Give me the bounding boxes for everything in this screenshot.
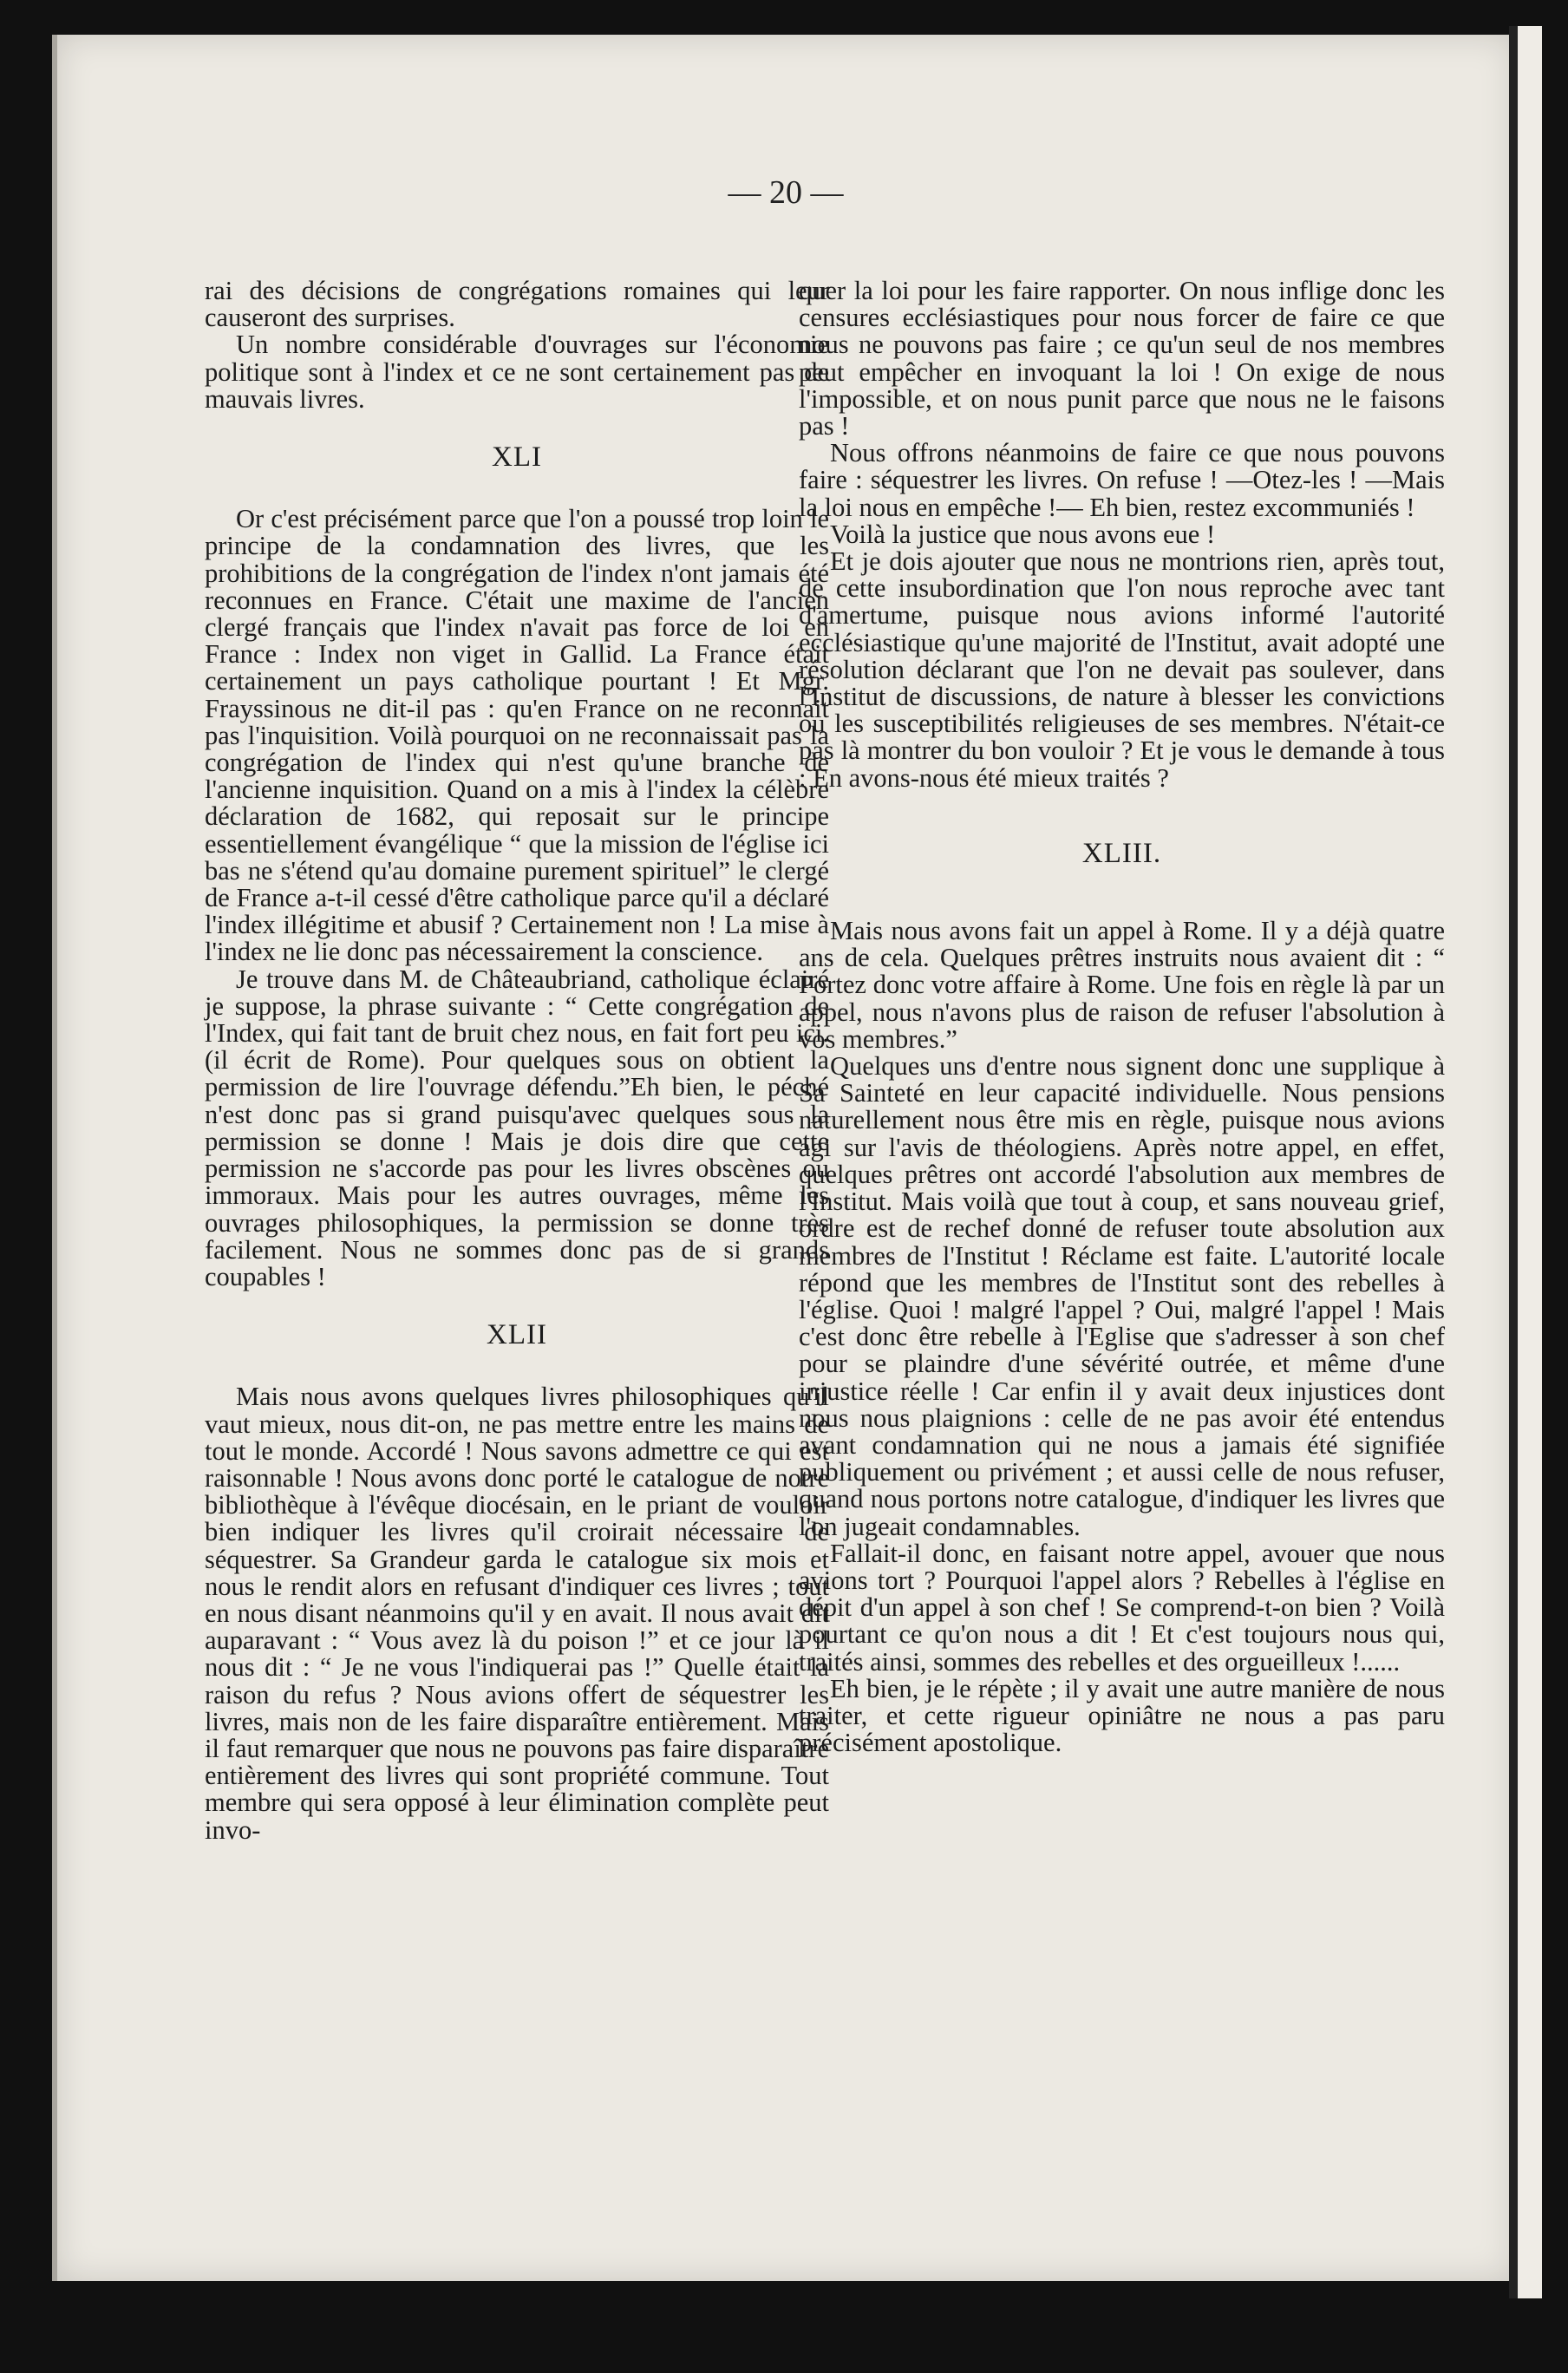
paragraph: Et je dois ajouter que nous ne montrions rien, après tout, de cette insubordination que l'on nous reproche avec tant d'amertume, puisque nous avions informé l'autorité ecclésiastique qu'une majorité de l'Institut, avait adopté une résolution déclarant que l'on ne devait pas soulever, dans l'Institut de discussions, de nature à blesser les convictions ou les susceptibilités religieuses de ses membres. N'était-ce pas là montrer du bon vouloir ? Et je vous le demande à tous : En avons-nous été mieux traités ? xyxy=(799,546,1445,793)
paragraph: Eh bien, je le répète ; il y avait une autre manière de nous traiter, et cette rigueur opiniâtre ne nous a pas paru précisément apostolique. xyxy=(799,1673,1445,1758)
document-page xyxy=(52,35,1514,2281)
section-heading-xliii: XLIII. xyxy=(1081,837,1162,869)
page-number: — 20 — xyxy=(728,174,844,211)
paragraph: Nous offrons néanmoins de faire ce que nous pouvons faire : séquestrer les livres. On refuse ! —Otez-les ! —Mais la loi nous en empêche !— Eh bien, restez excommuniés ! xyxy=(799,438,1445,522)
paragraph: Je trouve dans M. de Châteaubriand, catholique éclairé je suppose, la phrase suivante : “ Cette congrégation de l'Index, qui fait tant de bruit chez nous, en fait fort peu ici. (il écrit de Rome). Pour quelques sous on obtient la permission de lire l'ouvrage défendu.”Eh bien, le péché n'est donc pas si grand puisqu'avec quelques sous la permission se donne ! Mais je dois dire que cette permission ne s'accorde pas pour les livres obscènes ou immoraux. Mais pour les autres ouvrages, même les ouvrages philosophiques, la permission se donne très facilement. Nous ne sommes donc pas de si grands coupables ! xyxy=(205,964,829,1291)
paragraph: Mais nous avons fait un appel à Rome. Il y a déjà quatre ans de cela. Quelques prêtres instruits nous avaient dit : “ Portez donc votre affaire à Rome. Une fois en règle là par un appel, nous n'avons plus de raison de refuser l'absolution à vos membres.” xyxy=(799,916,1445,1054)
paragraph: Un nombre considérable d'ouvrages sur l'économie politique sont à l'index et ce ne sont certainement pas de mauvais livres. xyxy=(205,330,829,414)
right-column xyxy=(799,278,1445,1756)
paragraph: Or c'est précisément parce que l'on a poussé trop loin le principe de la condamnation des livres, que les prohibitions de la congrégation de l'index n'ont jamais été reconnues en France. C'était une maxime de l'ancien clergé français que l'index n'avait pas force de loi en France : Index non viget in Gallid. La France était certainement un pays catholique pourtant ! Et Mgr. Frayssinous ne dit-il pas : qu'en France on ne reconnait pas l'inquisition. Voilà pourquoi on ne reconnaissait pas la congrégation de l'index qui n'est qu'une branche de l'ancienne inquisition. Quand on a mis à l'index la célèbre déclaration de 1682, qui reposait sur le principe essentiellement évangélique “ que la mission de l'église ici bas ne s'étend qu'au domaine purement spirituel” le clergé de France a-t-il cessé d'être catholique parce qu'il a déclaré l'index illégitime et abusif ? Certainement non ! La mise à l'index ne lie donc pas nécessairement la conscience. xyxy=(205,504,829,967)
paragraph: quer la loi pour les faire rapporter. On nous inflige donc les censures ecclésiastiques pour nous forcer de faire ce que nous ne pouvons pas faire ; ce qu'un seul de nos membres peut empêcher en invoquant la loi ! On exige de nous l'impossible, et on nous punit parce que nous ne le faisons pas ! xyxy=(799,276,1445,441)
section-heading-xli: XLI xyxy=(492,441,542,474)
paragraph: Mais nous avons quelques livres philosophiques qu'il vaut mieux, nous dit-on, ne pas mettre entre les mains de tout le monde. Accordé ! Nous savons admettre ce qui est raisonnable ! Nous avons donc porté le catalogue de notre bibliothèque à l'évêque diocésain, en le priant de vouloir bien indiquer les livres qu'il croirait nécessaire de séquestrer. Sa Grandeur garda le catalogue six mois et nous le rendit alors en refusant d'indiquer ces livres ; tout en nous disant néanmoins qu'il y en avait. Il nous avait dit auparavant : “ Vous avez là du poison !” et ce jour là il nous dit : “ Je ne vous l'indiquerai pas !” Quelle était la raison du refus ? Nous avions offert de séquestrer les livres, mais non de les faire disparaître entièrement. Mais il faut remarquer que nous ne pouvons pas faire disparaître entièrement des livres qui sont propriété commune. Tout membre qui sera opposé à leur élimination complète peut invo- xyxy=(205,1382,829,1845)
adjacent-page-edge xyxy=(1509,26,1542,2298)
section-heading-xlii: XLII xyxy=(487,1319,547,1351)
paragraph: rai des décisions de congrégations romaines qui leur causeront des surprises. xyxy=(205,276,829,333)
paragraph: Quelques uns d'entre nous signent donc une supplique à Sa Sainteté en leur capacité individuelle. Nous pensions naturellement nous être mis en règle, puisque nous avions agi sur l'avis de théologiens. Après notre appel, en effet, quelques prêtres ont accordé l'absolution aux membres de l'Institut. Mais voilà que tout à coup, et sans nouveau grief, ordre est de rechef donné de refuser toute absolution aux membres de l'Institut ! Réclame est faite. L'autorité locale répond que les membres de l'Institut sont des rebelles à l'église. Quoi ! malgré l'appel ? Oui, malgré l'appel ! Mais c'est donc être rebelle à l'Eglise que s'adresser à son chef pour se plaindre d'une sévérité outrée, et même d'une injustice réelle ! Car enfin il y avait deux injustices dont nous nous plaignions : celle de ne pas avoir été entendus avant condamnation qui ne nous a jamais été signifiée publiquement ou privément ; et aussi celle de nous refuser, quand nous portons notre catalogue, d'indiquer les livres que l'on jugeait condamnables. xyxy=(799,1051,1445,1541)
left-column xyxy=(205,278,829,1844)
paragraph: Fallait-il donc, en faisant notre appel, avouer que nous avions tort ? Pourquoi l'appel alors ? Rebelles à l'église en dépit d'un appel à son chef ! Se comprend-t-on bien ? Voilà pourtant ce qu'on nous a dit ! Et c'est toujours nous qui, traités ainsi, sommes des rebelles et des orgueilleux !...... xyxy=(799,1538,1445,1677)
paragraph: Voilà la justice que nous avons eue ! xyxy=(830,519,1216,549)
